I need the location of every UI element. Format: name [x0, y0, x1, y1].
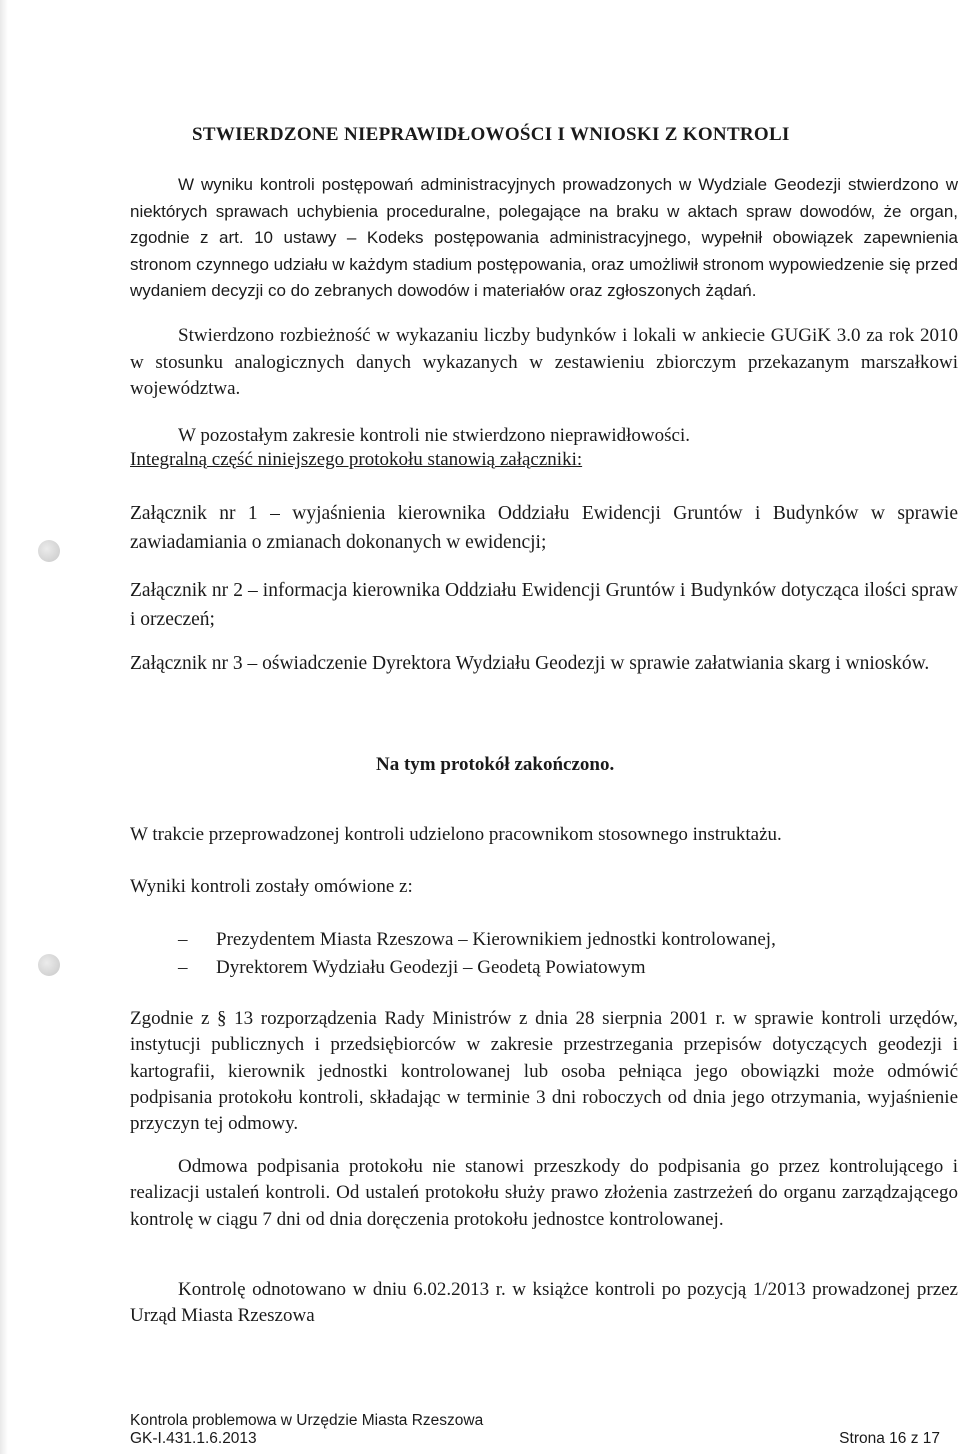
refusal-paragraph: Odmowa podpisania protokołu nie stanowi przeszkody do podpisania go przez kontrolującego i realizacji ustaleń kontroli. Od ustaleń protokołu służy prawo złożenia zastrzeżeń do organu zarządzającego kontrolę w ciągu 7 dni od dnia doręczenia protokołu jednostce kontrolowanej.: [130, 1156, 958, 1230]
page-edge: [0, 0, 8, 1454]
discrepancy-paragraph: Stwierdzono rozbieżność w wykazaniu liczby budynków i lokali w ankiecie GUGiK 3.0 za rok 2010 w stosunku analogicznych danych wykazanych w zestawieniu zbiorczym przekazanym marszałkowi województwa.: [130, 325, 958, 400]
footer-title: Kontrola problemowa w Urzędzie Miasta Rzeszowa: [130, 1412, 484, 1429]
attachment-item: Załącznik nr 2 – informacja kierownika Oddziału Ewidencji Gruntów i Budynków dotycząca ilości spraw i orzeczeń;: [130, 580, 958, 630]
attachments-heading: Integralną część niniejszego protokołu stanowią załączniki:: [130, 449, 583, 470]
registration-paragraph: Kontrolę odnotowano w dniu 6.02.2013 r. w książce kontroli po pozycją 1/2013 prowadzonej przez Urząd Miasta Rzeszowa: [130, 1279, 958, 1327]
section-title: STWIERDZONE NIEPRAWIDŁOWOŚCI I WNIOSKI Z KONTROLI: [192, 124, 790, 145]
dash-bullet: –: [178, 929, 188, 950]
closing-statement: Na tym protokół zakończono.: [376, 754, 615, 775]
punch-hole-mark: [38, 540, 60, 562]
attachment-item: Załącznik nr 1 – wyjaśnienia kierownika Oddziału Ewidencji Gruntów i Budynków w sprawie zawiadamiania o zmianach dokonanych w ewidencji;: [130, 503, 958, 553]
findings-paragraph: W wyniku kontroli postępowań administracyjnych prowadzonych w Wydziale Geodezji stwierdzono w niektórych sprawach uchybienia proceduralne, polegające na braku w aktach spraw dowodów, że organ, zgodnie z art. 10 ustawy – Kodeks postępowania administracyjnego, wypełnił obowiązek zapewnienia stronom czynnego udziału w każdym stadium postępowania, oraz umożliwił stronom wypowiedzenie się przed wydaniem decyzji co do zebranych dowodów i materiałów oraz zgłoszonych żądań.: [130, 175, 958, 301]
discussed-with-list: [178, 926, 776, 982]
list-item: [178, 954, 776, 982]
footer: [130, 1412, 483, 1448]
person-label: Prezydentem Miasta Rzeszowa – Kierownikiem jednostki kontrolowanej,: [216, 929, 776, 950]
dash-bullet: –: [178, 957, 188, 978]
person-label: Dyrektorem Wydziału Geodezji – Geodetą Powiatowym: [216, 957, 646, 978]
footer-reference: GK-I.431.1.6.2013: [130, 1430, 257, 1447]
attachment-item: Załącznik nr 3 – oświadczenie Dyrektora Wydziału Geodezji w sprawie załatwiania skarg i wniosków.: [130, 653, 930, 674]
punch-hole-mark: [38, 954, 60, 976]
results-intro: Wyniki kontroli zostały omówione z:: [130, 876, 413, 897]
page-number: Strona 16 z 17: [839, 1430, 940, 1447]
remaining-paragraph: W pozostałym zakresie kontroli nie stwierdzono nieprawidłowości.: [178, 425, 690, 446]
legal-basis-paragraph: Zgodnie z § 13 rozporządzenia Rady Ministrów z dnia 28 sierpnia 2001 r. w sprawie kontroli urzędów, instytucji publicznych i przedsiębiorców w zakresie przestrzegania przepisów dotyczących geodezji i kartografii, kierownik jednostki kontrolowanej lub osoba pełniąca jego obowiązki może odmówić podpisania protokołu kontroli, składając w terminie 3 dni roboczych od dnia jego otrzymania, wyjaśnienie przyczyn tej odmowy.: [130, 1008, 958, 1135]
list-item: [178, 926, 776, 954]
instruction-note: W trakcie przeprowadzonej kontroli udzielono pracownikom stosownego instruktażu.: [130, 824, 782, 845]
